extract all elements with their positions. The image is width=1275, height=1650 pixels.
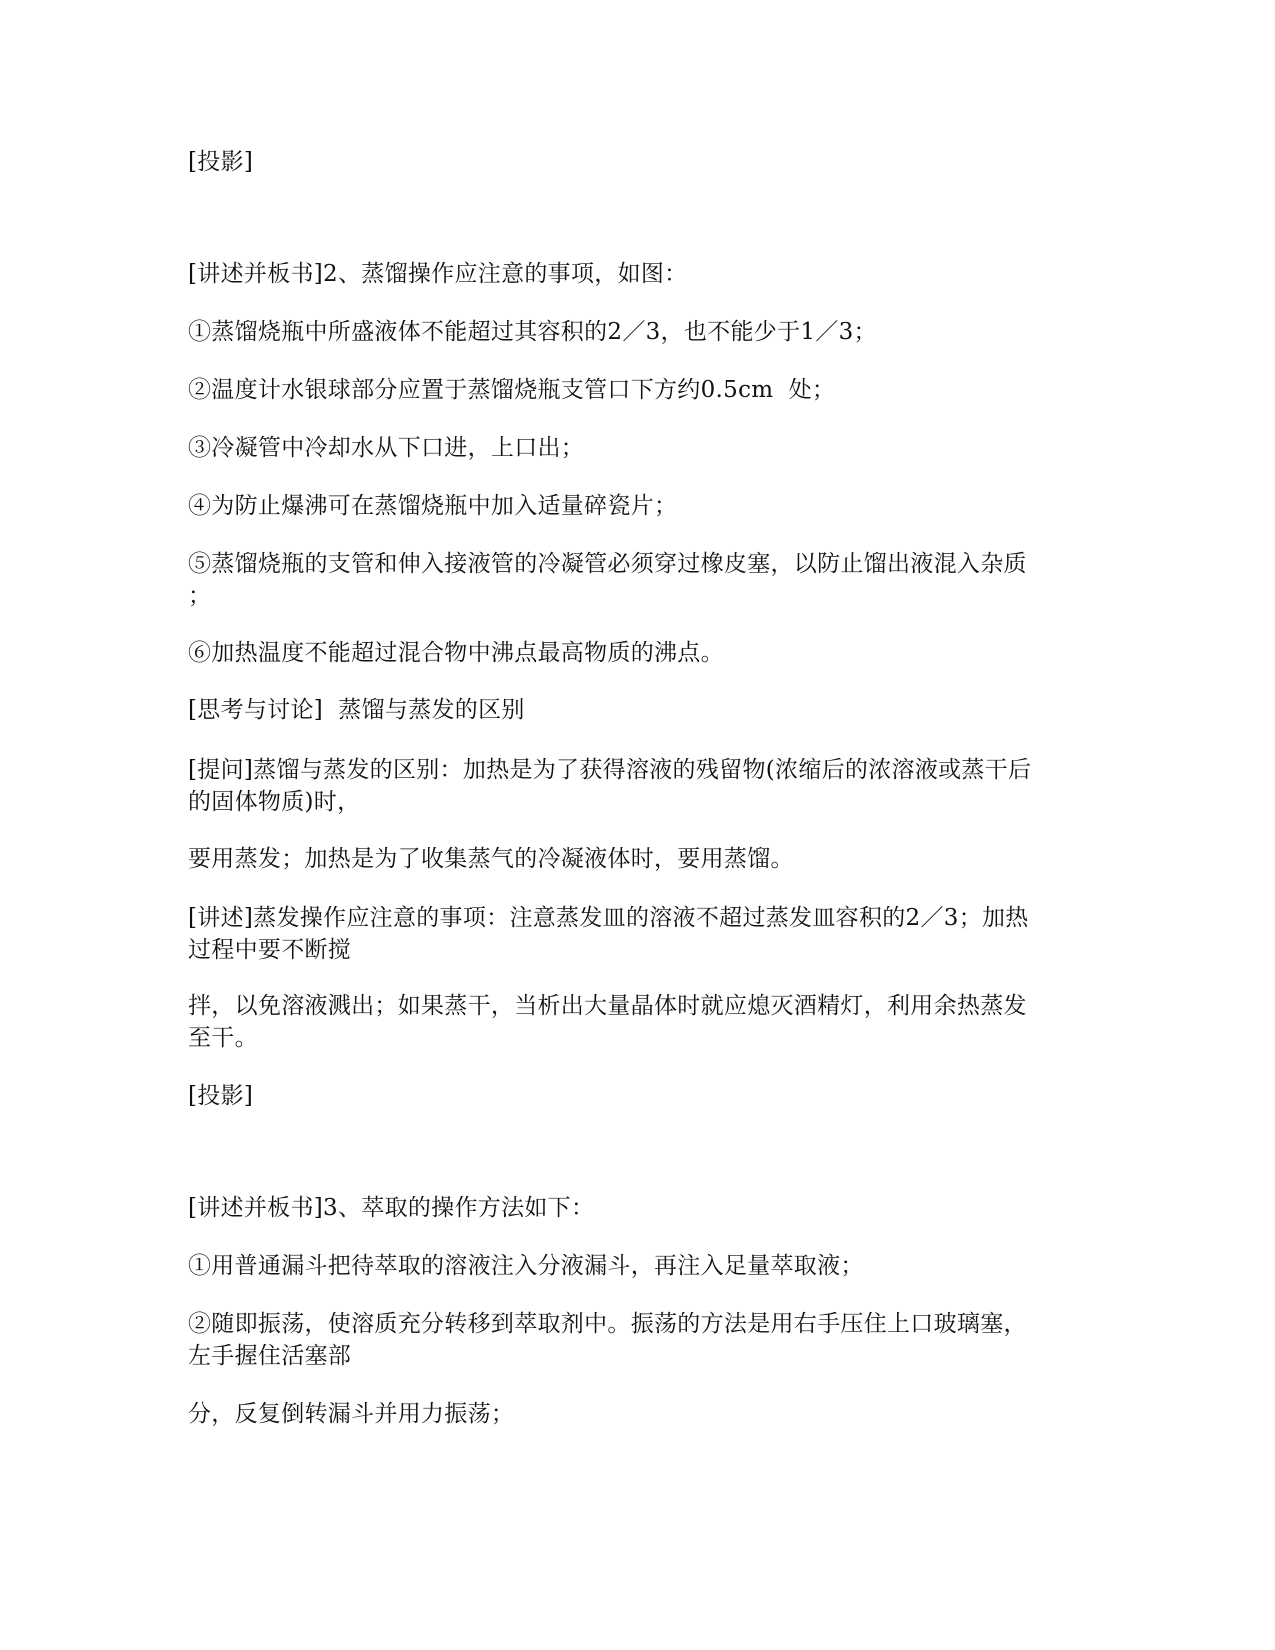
- extraction-step-2-line-3: 分，反复倒转漏斗并用力振荡；: [188, 1401, 515, 1427]
- distillation-note-6: ⑥加热温度不能超过混合物中沸点最高物质的沸点。: [188, 640, 724, 666]
- extraction-step-2-line-1: ②随即振荡，使溶质充分转移到萃取剂中。振荡的方法是用右手压住上口玻璃塞，: [188, 1311, 1027, 1337]
- extraction-heading: [讲述并板书]3、萃取的操作方法如下：: [188, 1195, 595, 1221]
- distillation-note-4: ④为防止爆沸可在蒸馏烧瓶中加入适量碎瓷片；: [188, 493, 678, 519]
- evaporation-paragraph-line-4: 至干。: [188, 1025, 258, 1051]
- distillation-note-5-continued: ；: [188, 583, 212, 609]
- distillation-note-2: ②温度计水银球部分应置于蒸馏烧瓶支管口下方约0.5cm 处；: [188, 377, 836, 403]
- question-paragraph-line-2: 的固体物质)时，: [188, 789, 361, 815]
- distillation-note-5: ⑤蒸馏烧瓶的支管和伸入接液管的冷凝管必须穿过橡皮塞，以防止馏出液混入杂质: [188, 551, 1027, 577]
- evaporation-paragraph-line-1: [讲述]蒸发操作应注意的事项：注意蒸发皿的溶液不超过蒸发皿容积的2／3；加热: [188, 905, 1029, 931]
- projection-label-2: [投影]: [188, 1083, 254, 1109]
- evaporation-paragraph-line-2: 过程中要不断搅: [188, 937, 352, 963]
- question-paragraph-line-3: 要用蒸发；加热是为了收集蒸气的冷凝液体时，要用蒸馏。: [188, 846, 794, 872]
- distillation-heading: [讲述并板书]2、蒸馏操作应注意的事项，如图：: [188, 261, 688, 287]
- projection-label-1: [投影]: [188, 149, 254, 175]
- extraction-step-1: ①用普通漏斗把待萃取的溶液注入分液漏斗，再注入足量萃取液；: [188, 1253, 864, 1279]
- extraction-step-2-line-2: 左手握住活塞部: [188, 1343, 352, 1369]
- discussion-heading: [思考与讨论] 蒸馏与蒸发的区别: [188, 697, 525, 723]
- question-paragraph-line-1: [提问]蒸馏与蒸发的区别：加热是为了获得溶液的残留物(浓缩后的浓溶液或蒸干后: [188, 757, 1032, 783]
- distillation-note-1: ①蒸馏烧瓶中所盛液体不能超过其容积的2／3，也不能少于1／3；: [188, 319, 877, 345]
- evaporation-paragraph-line-3: 拌，以免溶液溅出；如果蒸干，当析出大量晶体时就应熄灭酒精灯，利用余热蒸发: [188, 993, 1027, 1019]
- distillation-note-3: ③冷凝管中冷却水从下口进，上口出；: [188, 435, 585, 461]
